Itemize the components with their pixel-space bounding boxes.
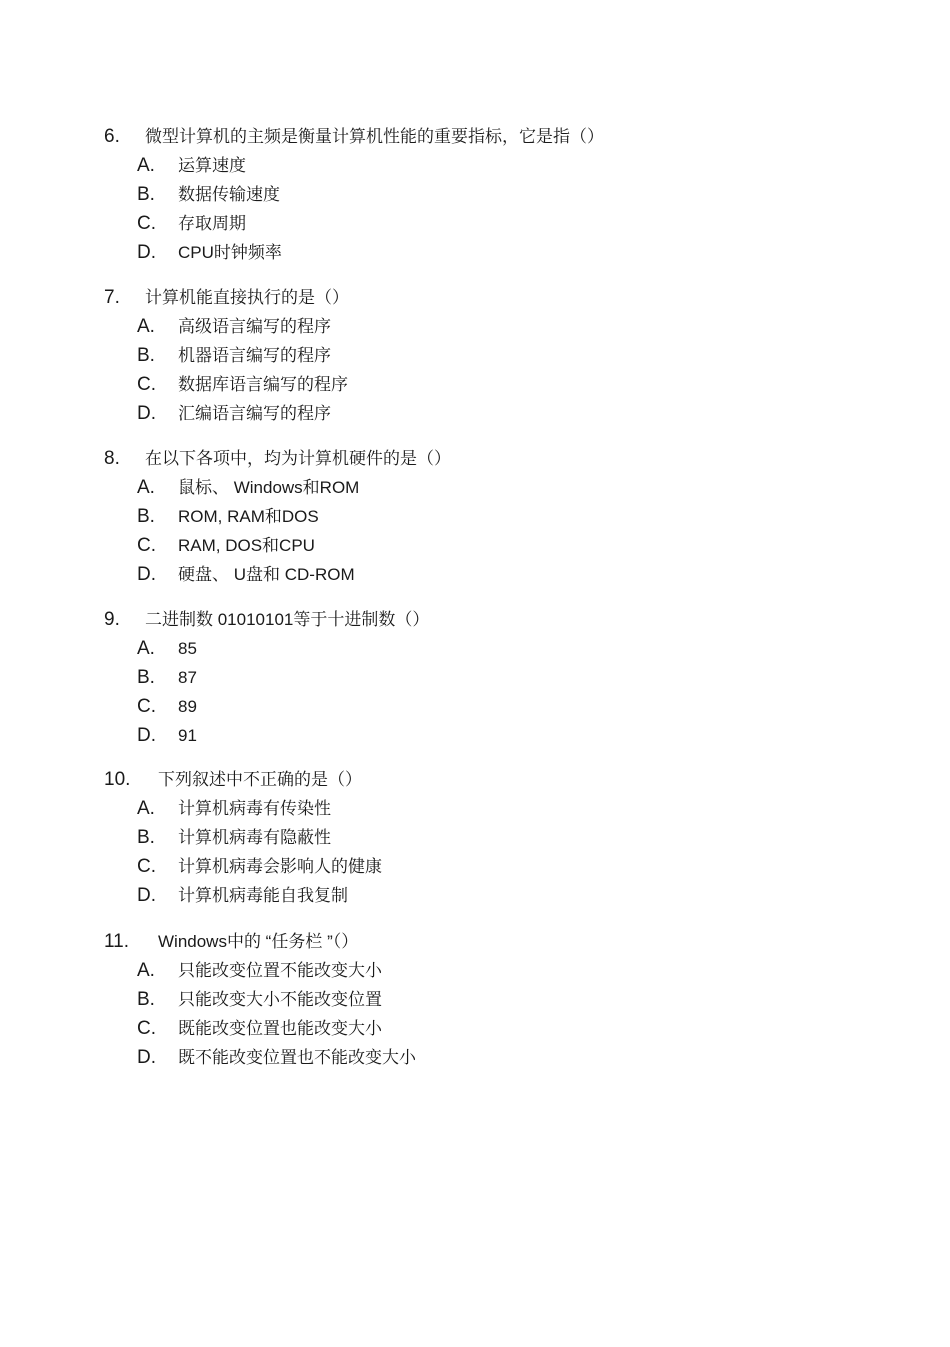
option-letter: B. xyxy=(137,345,155,366)
option-text: ROM, RAM和DOS xyxy=(178,507,319,526)
option-letter: A. xyxy=(137,155,155,176)
question-7 xyxy=(104,283,864,428)
question-6 xyxy=(104,122,864,267)
option-text: 鼠标、 Windows和ROM xyxy=(178,478,360,497)
option-text: 89 xyxy=(178,697,197,716)
question-stem xyxy=(104,605,864,634)
option-letter: A. xyxy=(137,638,155,659)
option-letter: B. xyxy=(137,667,155,688)
option-b xyxy=(104,663,864,692)
option-c xyxy=(104,852,864,881)
option-text: 只能改变大小不能改变位置 xyxy=(178,990,382,1009)
question-text: Windows中的 “任务栏 ”（） xyxy=(158,932,359,951)
option-text: 既能改变位置也能改变大小 xyxy=(178,1019,382,1038)
option-letter: A. xyxy=(137,477,155,498)
option-a xyxy=(104,312,864,341)
option-a xyxy=(104,151,864,180)
option-text: 计算机病毒会影响人的健康 xyxy=(178,857,382,876)
option-letter: D. xyxy=(137,564,156,585)
option-a xyxy=(104,956,864,985)
option-letter: C. xyxy=(137,1018,156,1039)
option-d xyxy=(104,560,864,589)
option-letter: D. xyxy=(137,885,156,906)
question-stem xyxy=(104,927,864,956)
question-number: 9. xyxy=(104,609,120,630)
option-a xyxy=(104,473,864,502)
option-text: 91 xyxy=(178,726,197,745)
option-text: 只能改变位置不能改变大小 xyxy=(178,961,382,980)
question-number: 6. xyxy=(104,126,120,147)
question-text: 计算机能直接执行的是（） xyxy=(145,288,349,307)
option-letter: D. xyxy=(137,242,156,263)
option-letter: C. xyxy=(137,213,156,234)
option-c xyxy=(104,370,864,399)
option-text: 87 xyxy=(178,668,197,687)
question-stem xyxy=(104,444,864,473)
question-stem xyxy=(104,283,864,312)
option-text: 既不能改变位置也不能改变大小 xyxy=(178,1048,416,1067)
option-list xyxy=(104,956,864,1072)
option-text: 计算机病毒有传染性 xyxy=(178,799,331,818)
option-b xyxy=(104,502,864,531)
option-letter: D. xyxy=(137,725,156,746)
question-8 xyxy=(104,444,864,589)
option-letter: C. xyxy=(137,535,156,556)
option-text: RAM, DOS和CPU xyxy=(178,536,315,555)
question-number: 11. xyxy=(104,931,130,952)
option-letter: D. xyxy=(137,403,156,424)
question-text: 在以下各项中，均为计算机硬件的是（） xyxy=(145,449,451,468)
option-a xyxy=(104,794,864,823)
option-text: 高级语言编写的程序 xyxy=(178,317,331,336)
option-d xyxy=(104,881,864,910)
option-d xyxy=(104,1043,864,1072)
option-c xyxy=(104,1014,864,1043)
option-text: 运算速度 xyxy=(178,156,246,175)
option-b xyxy=(104,823,864,852)
option-c xyxy=(104,692,864,721)
question-number: 8. xyxy=(104,448,120,469)
question-stem xyxy=(104,122,864,151)
option-list xyxy=(104,634,864,750)
question-11 xyxy=(104,927,864,1072)
question-number: 7. xyxy=(104,287,120,308)
option-text: 汇编语言编写的程序 xyxy=(178,404,331,423)
option-letter: D. xyxy=(137,1047,156,1068)
question-9 xyxy=(104,605,864,750)
option-b xyxy=(104,180,864,209)
option-letter: B. xyxy=(137,506,155,527)
option-list xyxy=(104,473,864,589)
option-list xyxy=(104,151,864,267)
question-number: 10. xyxy=(104,769,131,790)
option-c xyxy=(104,531,864,560)
option-a xyxy=(104,634,864,663)
option-letter: A. xyxy=(137,798,155,819)
option-text: CPU时钟频率 xyxy=(178,243,282,262)
option-text: 数据库语言编写的程序 xyxy=(178,375,348,394)
option-b xyxy=(104,985,864,1014)
option-letter: C. xyxy=(137,856,156,877)
option-text: 计算机病毒能自我复制 xyxy=(178,886,348,905)
option-text: 计算机病毒有隐蔽性 xyxy=(178,828,331,847)
option-b xyxy=(104,341,864,370)
option-list xyxy=(104,794,864,910)
option-d xyxy=(104,721,864,750)
option-letter: C. xyxy=(137,374,156,395)
question-text: 二进制数 01010101等于十进制数（） xyxy=(145,610,430,629)
option-d xyxy=(104,399,864,428)
question-10 xyxy=(104,765,864,910)
question-text: 下列叙述中不正确的是（） xyxy=(158,770,362,789)
option-letter: B. xyxy=(137,184,155,205)
option-letter: A. xyxy=(137,316,155,337)
option-letter: B. xyxy=(137,989,155,1010)
question-text: 微型计算机的主频是衡量计算机性能的重要指标，它是指（） xyxy=(145,127,604,146)
option-c xyxy=(104,209,864,238)
option-letter: A. xyxy=(137,960,155,981)
option-text: 存取周期 xyxy=(178,214,246,233)
option-letter: B. xyxy=(137,827,155,848)
question-stem xyxy=(104,765,864,794)
option-text: 硬盘、 U盘和 CD-ROM xyxy=(178,565,355,584)
option-letter: C. xyxy=(137,696,156,717)
option-text: 数据传输速度 xyxy=(178,185,280,204)
option-d xyxy=(104,238,864,267)
option-text: 85 xyxy=(178,639,197,658)
option-list xyxy=(104,312,864,428)
option-text: 机器语言编写的程序 xyxy=(178,346,331,365)
